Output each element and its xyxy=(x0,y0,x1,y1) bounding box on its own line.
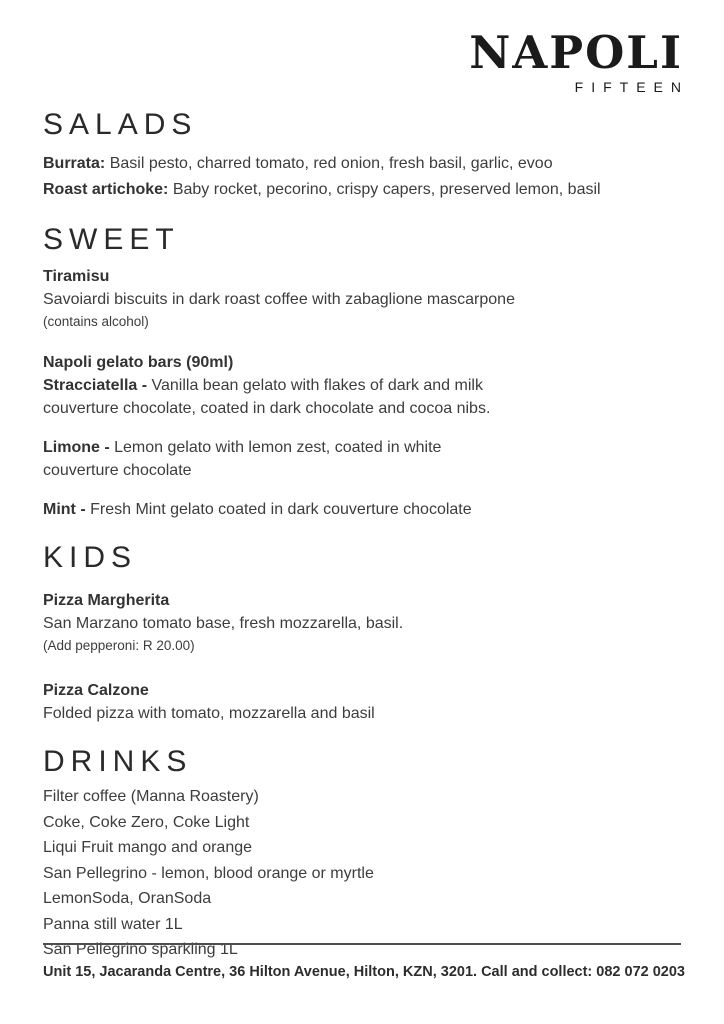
section-salads xyxy=(43,108,681,203)
drink-item-san-pellegrino-sparkling: San Pellegrino sparkling 1L xyxy=(43,941,238,958)
footer xyxy=(43,943,685,980)
drink-item-san-pellegrino: San Pellegrino - lemon, blood orange or myrtle xyxy=(43,864,374,882)
menu-item-pizza-margherita xyxy=(43,590,681,656)
section-sweet xyxy=(43,223,681,521)
section-title-salads: SALADS xyxy=(43,108,198,141)
drink-item-lemonsoda: LemonSoda, OranSoda xyxy=(43,890,212,907)
menu-item-roast-artichoke xyxy=(43,177,681,203)
menu-item-limone xyxy=(43,436,681,482)
menu-item-stracciatella xyxy=(43,374,521,420)
section-title-kids: KIDS xyxy=(43,541,138,574)
item-line xyxy=(43,436,473,482)
item-desc: Folded pizza with tomato, mozzarella and basil xyxy=(43,705,375,722)
section-title-sweet: SWEET xyxy=(43,223,180,256)
brand-logo: NAPOLI xyxy=(469,26,683,79)
item-desc: Basil pesto, charred tomato, red onion, fresh basil, garlic, evoo xyxy=(109,155,553,172)
item-name: Stracciatella - xyxy=(43,377,148,394)
menu-item-gelato-bars xyxy=(43,352,681,420)
drink-item-panna: Panna still water 1L xyxy=(43,915,183,933)
item-desc: Fresh Mint gelato coated in dark couverture chocolate xyxy=(90,501,472,518)
item-desc: Lemon gelato with lemon zest, coated in white couverture chocolate xyxy=(43,439,442,479)
gelato-heading: Napoli gelato bars (90ml) xyxy=(43,354,234,371)
brand-subtitle: FIFTEEN xyxy=(574,79,689,95)
item-desc: Baby rocket, pecorino, crispy capers, preserved lemon, basil xyxy=(172,181,601,198)
section-title-drinks: DRINKS xyxy=(43,745,193,778)
item-note: (Add pepperoni: R 20.00) xyxy=(43,638,195,653)
item-desc: Vanilla bean gelato with flakes of dark and milk couverture chocolate, coated in dark chocolate and cocoa nibs. xyxy=(43,377,491,417)
menu-item-pizza-calzone xyxy=(43,680,681,725)
item-desc: Savoiardi biscuits in dark roast coffee with zabaglione mascarpone xyxy=(43,291,515,308)
menu-item-mint xyxy=(43,498,681,521)
item-name: Burrata: xyxy=(43,155,106,172)
item-name: Mint - xyxy=(43,501,86,518)
item-line xyxy=(43,498,681,521)
drink-item-coke: Coke, Coke Zero, Coke Light xyxy=(43,813,250,831)
footer-divider xyxy=(43,943,681,945)
section-drinks xyxy=(43,745,681,963)
item-name: Roast artichoke: xyxy=(43,181,169,198)
drink-item-filter-coffee: Filter coffee (Manna Roastery) xyxy=(43,788,259,805)
brand-header xyxy=(43,26,689,106)
item-name: Pizza Margherita xyxy=(43,592,170,609)
item-desc: San Marzano tomato base, fresh mozzarella, basil. xyxy=(43,615,404,632)
menu-item-tiramisu xyxy=(43,266,681,332)
section-kids xyxy=(43,541,681,725)
item-name: Pizza Calzone xyxy=(43,682,149,699)
item-name: Tiramisu xyxy=(43,268,110,285)
footer-contact: Unit 15, Jacaranda Centre, 36 Hilton Avenue, Hilton, KZN, 3201. Call and collect: 082 072 0203 xyxy=(43,964,685,980)
item-name: Limone - xyxy=(43,439,110,456)
item-note: (contains alcohol) xyxy=(43,314,149,329)
drink-item-liqui-fruit: Liqui Fruit mango and orange xyxy=(43,839,253,856)
menu-item-burrata xyxy=(43,151,681,177)
